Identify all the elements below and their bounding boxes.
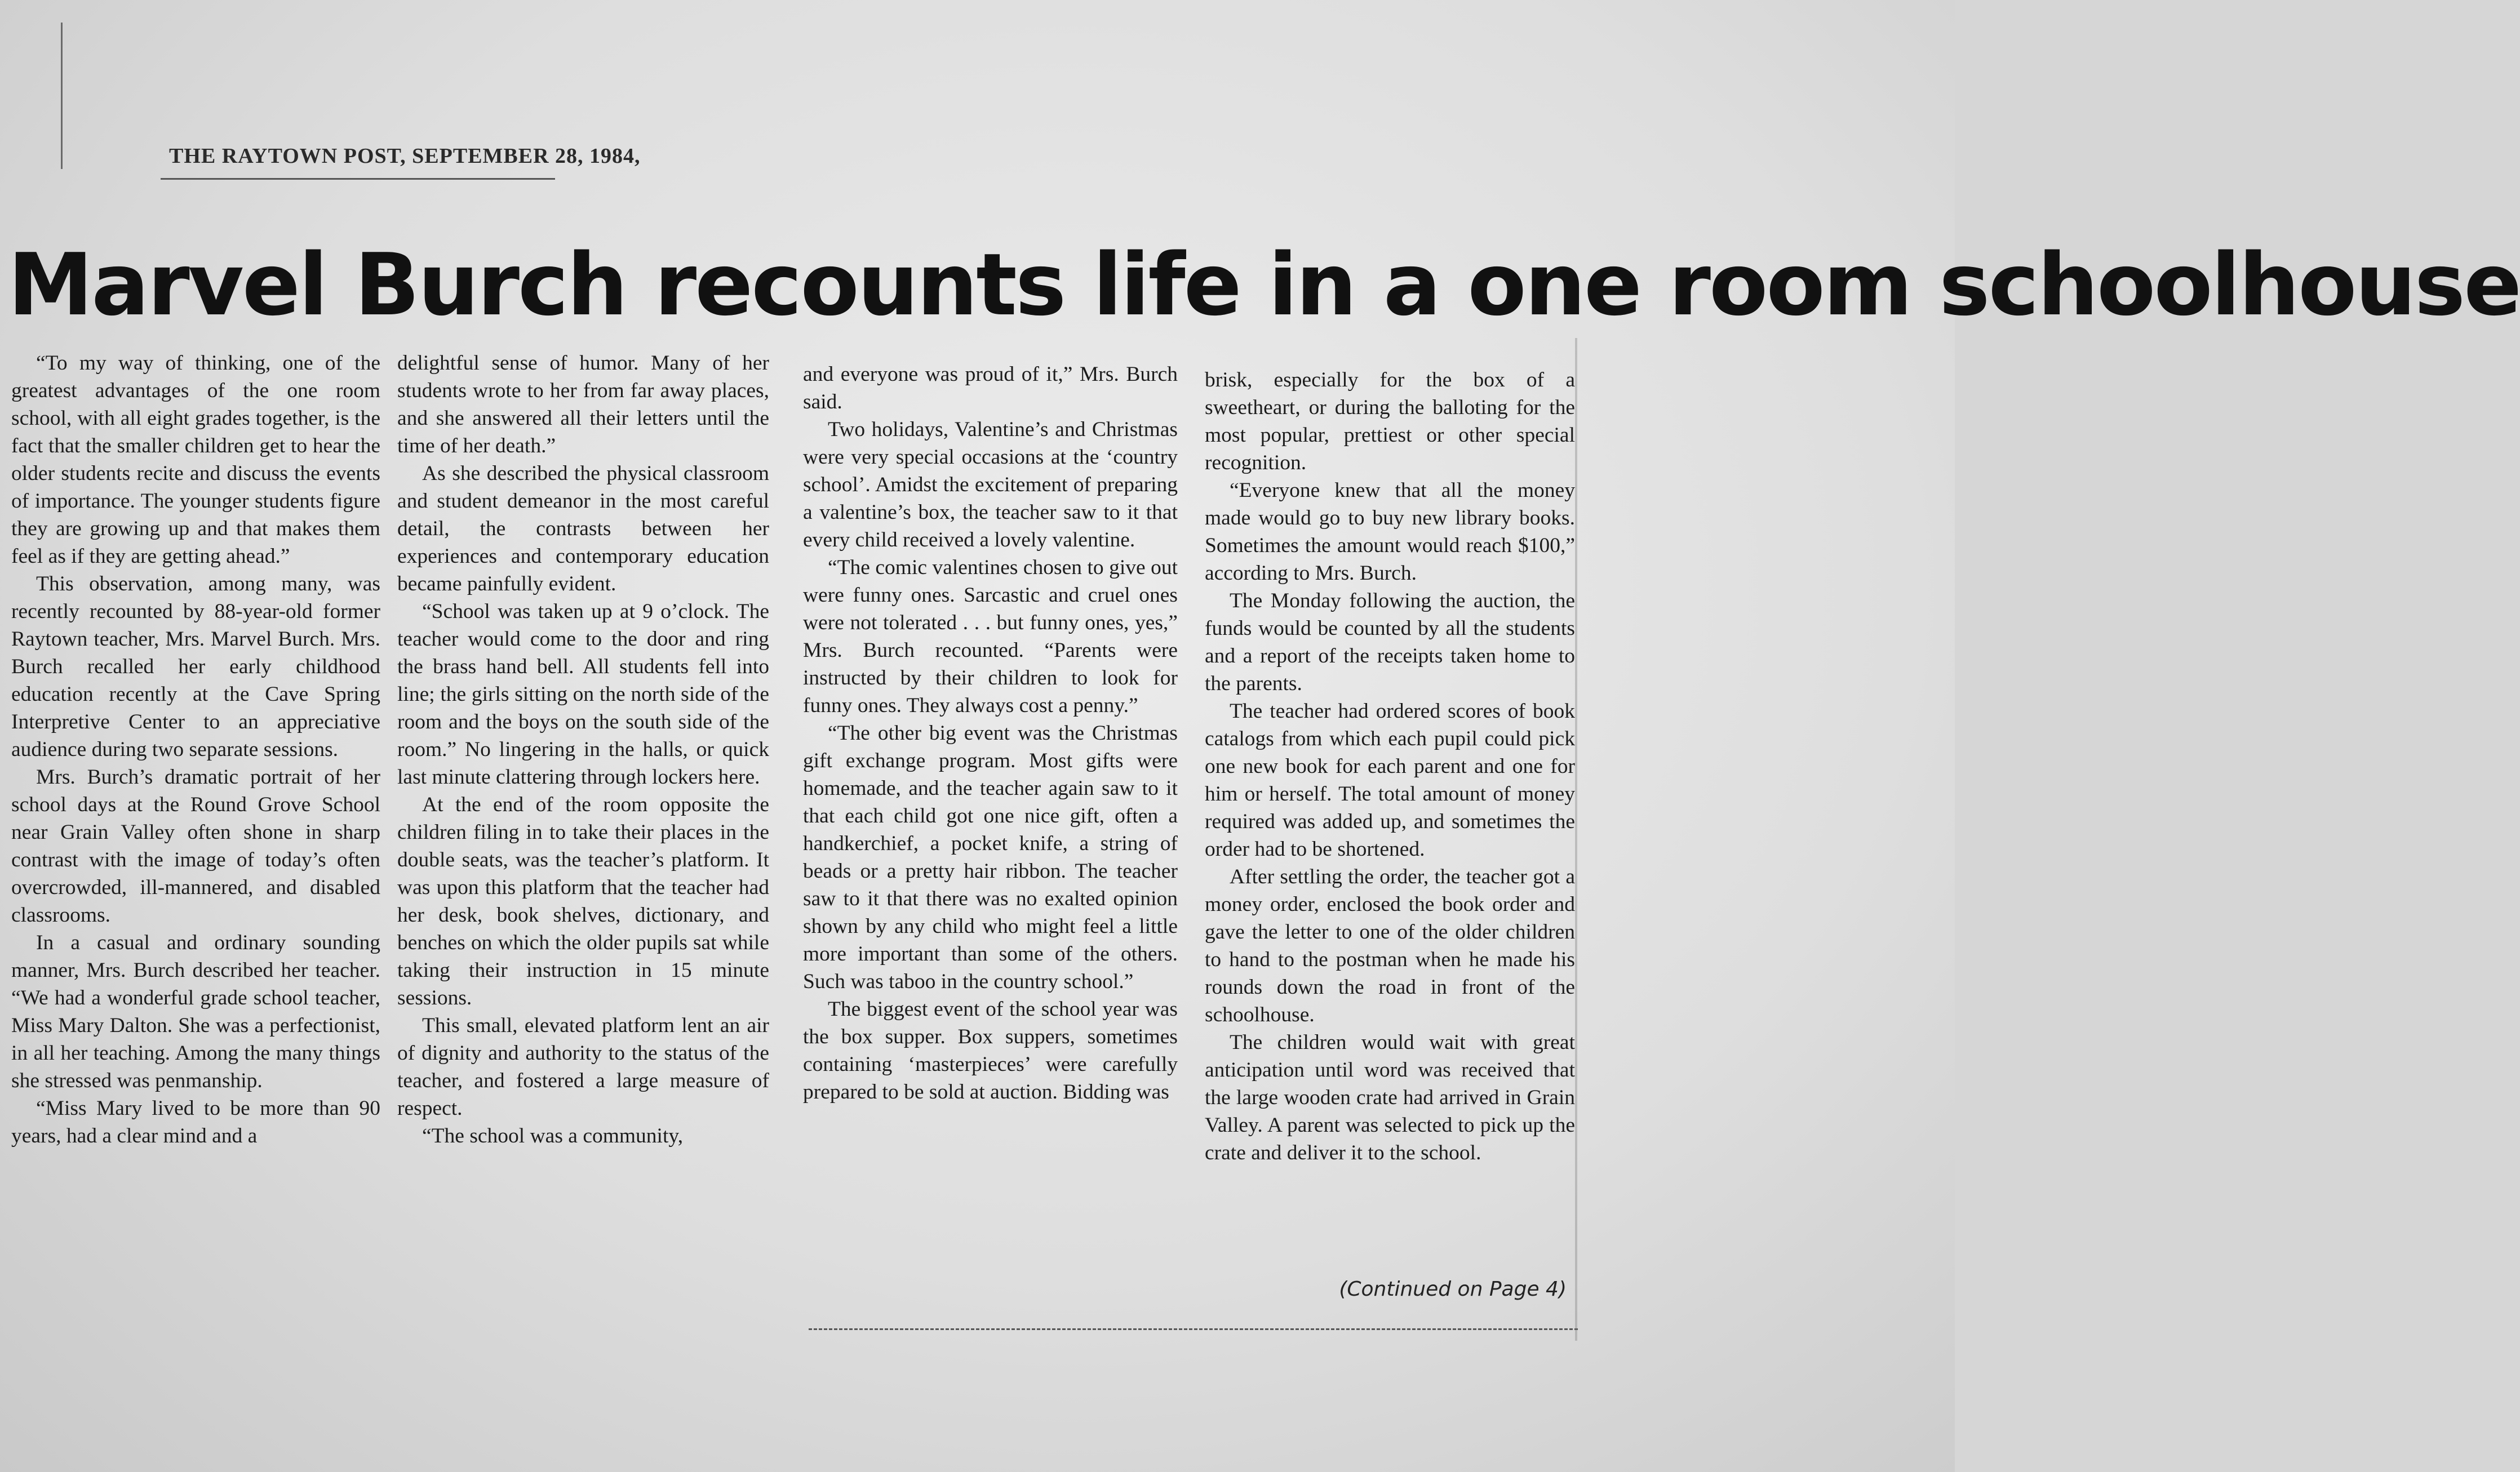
article-column-2 <box>397 349 769 1150</box>
paragraph: The children would wait with great anticipation until word was received that the large wooden crate had arrived in Grain Valley. A parent was selected to pick up the crate and deliver it to the school. <box>1205 1031 1575 1164</box>
paragraph: “The other big event was the Christmas gift exchange program. Most gifts were homemade, and the teacher again saw to it that each child got one nice gift, often a handkerchief, a pocket knife, a string of beads or a pretty hair ribbon. The teacher saw to it that there was no exalted opinion shown by any child who might feel a little more important than some of the others. Such was taboo in the country school.” <box>803 722 1178 993</box>
paragraph: At the end of the room opposite the children filing in to take their places in the double seats, was the teacher’s platform. It was upon this platform that the teacher had her desk, book shelves, dictionary, and benches on which the older pupils sat while taking their instruction in 15 minute sessions. <box>397 793 769 1010</box>
paragraph: brisk, especially for the box of a sweetheart, or during the balloting for the most popular, prettiest or other special recognition. <box>1205 368 1575 474</box>
paragraph: “The school was a community, <box>422 1124 684 1148</box>
paragraph: delightful sense of humor. Many of her students wrote to her from far away places, and she answered all their letters until the time of her death.” <box>397 352 769 457</box>
paragraph: “The comic valentines chosen to give out were funny ones. Sarcastic and cruel ones were not tolerated . . . but funny ones, yes,” Mrs. Burch recounted. “Parents were instructed by their children to look for funny ones. They always cost a penny.” <box>803 556 1178 717</box>
article-column-1 <box>11 349 380 1150</box>
paragraph: This observation, among many, was recently recounted by 88-year-old former Raytown teacher, Mrs. Marvel Burch. Mrs. Burch recalled her early childhood education recently at the Cave Spring Interpretive Center to an appreciative audience during two separate sessions. <box>11 572 380 761</box>
article-column-4 <box>1205 366 1575 1167</box>
masthead-rule <box>161 178 555 180</box>
paragraph: This small, elevated platform lent an air of dignity and authority to the status of the teacher, and fostered a large measure of respect. <box>397 1014 769 1120</box>
paragraph: In a casual and ordinary sounding manner, Mrs. Burch described her teacher. “We had a wonderful grade school teacher, Miss Mary Dalton. She was a perfectionist, in all her teaching. Among the many things she stressed was penmanship. <box>11 931 380 1092</box>
paragraph: As she described the physical classroom and student demeanor in the most careful detail, the contrasts between her experiences and contemporary education became painfully evident. <box>397 462 769 595</box>
paragraph: Mrs. Burch’s dramatic portrait of her school days at the Round Grove School near Grain Valley often shone in sharp contrast with the image of today’s often overcrowded, ill-mannered, and disabled classrooms. <box>11 766 380 927</box>
paragraph: “School was taken up at 9 o’clock. The teacher would come to the door and ring the brass hand bell. All students fell into line; the girls sitting on the north side of the room and the boys on the south side of the room.” No lingering in the halls, or quick last minute clattering through lockers here. <box>397 600 769 789</box>
paragraph: The Monday following the auction, the funds would be counted by all the students and a report of the receipts taken home to the parents. <box>1205 589 1575 695</box>
paragraph: “Everyone knew that all the money made would go to buy new library books. Sometimes the amount would reach $100,” according to Mrs. Burch. <box>1205 479 1575 585</box>
paragraph: Two holidays, Valentine’s and Christmas were very special occasions at the ‘country school’. Amidst the excitement of preparing a valentine’s box, the teacher saw to it that every child received a lovely valentine. <box>803 418 1178 552</box>
paragraph: The teacher had ordered scores of book catalogs from which each pupil could pick one new book for each parent and one for him or herself. The total amount of money required was added up, and sometimes the order had to be shortened. <box>1205 700 1575 861</box>
article-column-3 <box>803 361 1178 1106</box>
paragraph: “Miss Mary lived to be more than 90 years, had a clear mind and a <box>11 1097 380 1148</box>
dashed-rule <box>809 1328 1578 1330</box>
paragraph: “To my way of thinking, one of the greatest advantages of the one room school, with all eight grades together, is the fact that the smaller children get to hear the older students recite and discuss the events of importance. The younger students figure they are growing up and that makes them feel as if they are getting ahead.” <box>11 352 380 568</box>
paragraph: The biggest event of the school year was the box supper. Box suppers, sometimes containing ‘masterpieces’ were carefully prepared to be sold at auction. Bidding was <box>803 998 1178 1104</box>
paragraph: After settling the order, the teacher got a money order, enclosed the book order and gave the letter to one of the older children to hand to the postman when he made his rounds down the road in front of the schoolhouse. <box>1205 865 1575 1026</box>
continued-note: (Continued on Page 4) <box>1339 1278 1567 1301</box>
article-headline: Marvel Burch recounts life in a one room schoolhouse <box>8 235 2520 335</box>
masthead-dateline: THE RAYTOWN POST, SEPTEMBER 28, 1984, <box>169 144 641 168</box>
clipping-edge <box>1575 338 1577 1341</box>
paragraph: and everyone was proud of it,” Mrs. Burch said. <box>803 363 1178 413</box>
margin-mark <box>61 23 63 169</box>
